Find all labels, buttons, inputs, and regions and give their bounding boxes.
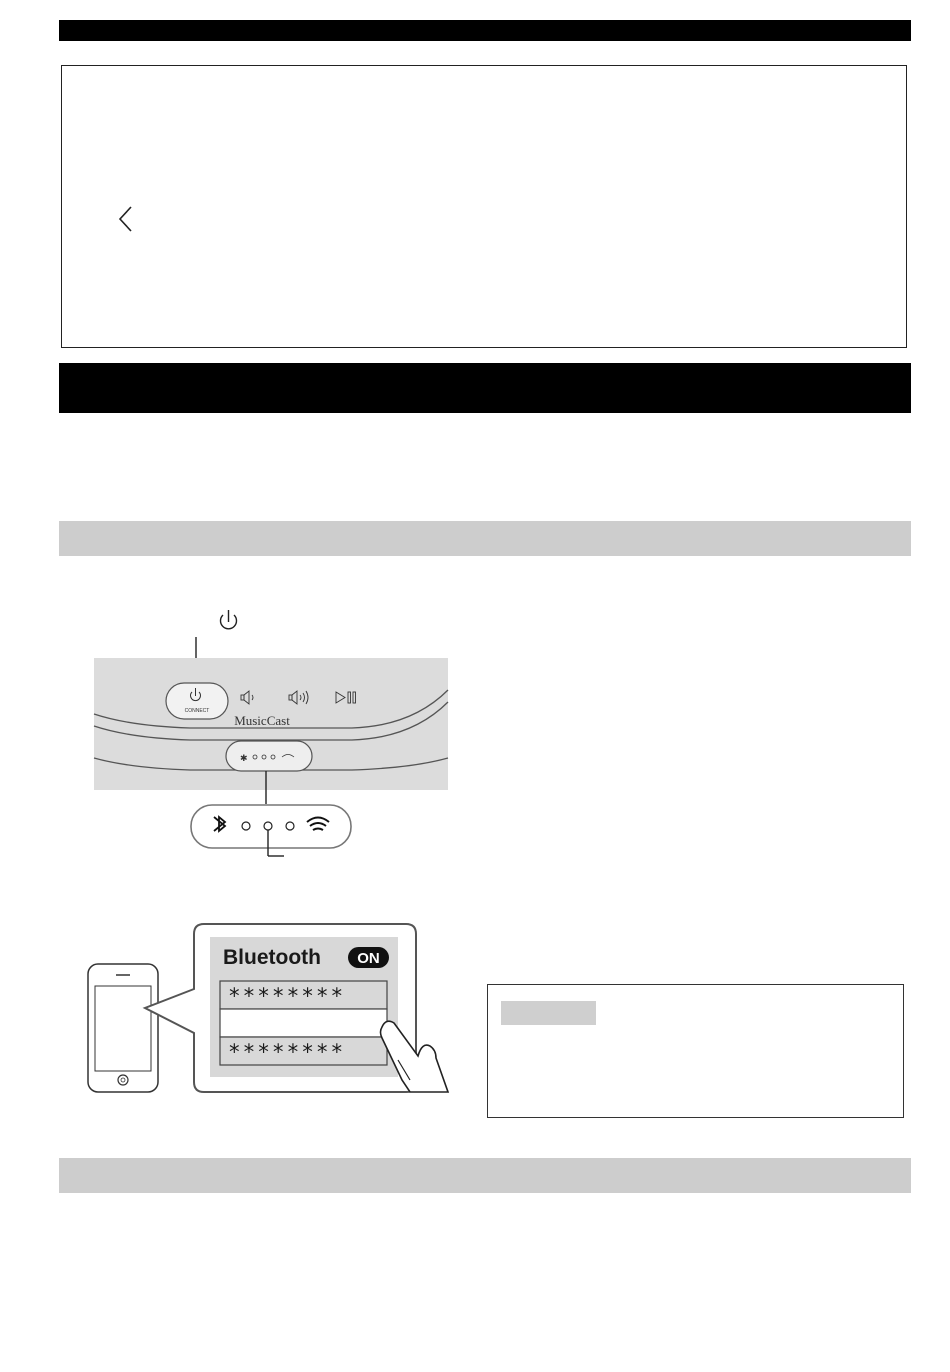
note-box (487, 984, 904, 1118)
indicator-enlarged (191, 805, 351, 848)
subsection-header-bar-2 (59, 1158, 911, 1193)
device-top-panel-illustration (90, 608, 452, 870)
on-badge: ON (357, 950, 380, 967)
brand-logo: MusicCast (234, 713, 290, 728)
indicator-strip-callout (226, 741, 312, 771)
section-header-bar (59, 363, 911, 413)
power-icon (221, 610, 237, 629)
connect-label: CONNECT (184, 708, 210, 714)
note-label-bar (501, 1001, 596, 1025)
device-entry-2: ******** (228, 1040, 346, 1064)
info-box (61, 65, 907, 348)
bluetooth-label: Bluetooth (223, 946, 321, 969)
smartphone (88, 964, 158, 1092)
device-list-item-selected[interactable] (220, 1009, 387, 1037)
chevron-left-icon (114, 204, 136, 234)
phone-bluetooth-illustration (80, 920, 460, 1098)
device-entry-1: ******** (228, 984, 346, 1008)
subsection-header-bar-1 (59, 521, 911, 556)
bluetooth-icon-small: ✱ (240, 754, 248, 764)
top-rule (59, 20, 911, 41)
